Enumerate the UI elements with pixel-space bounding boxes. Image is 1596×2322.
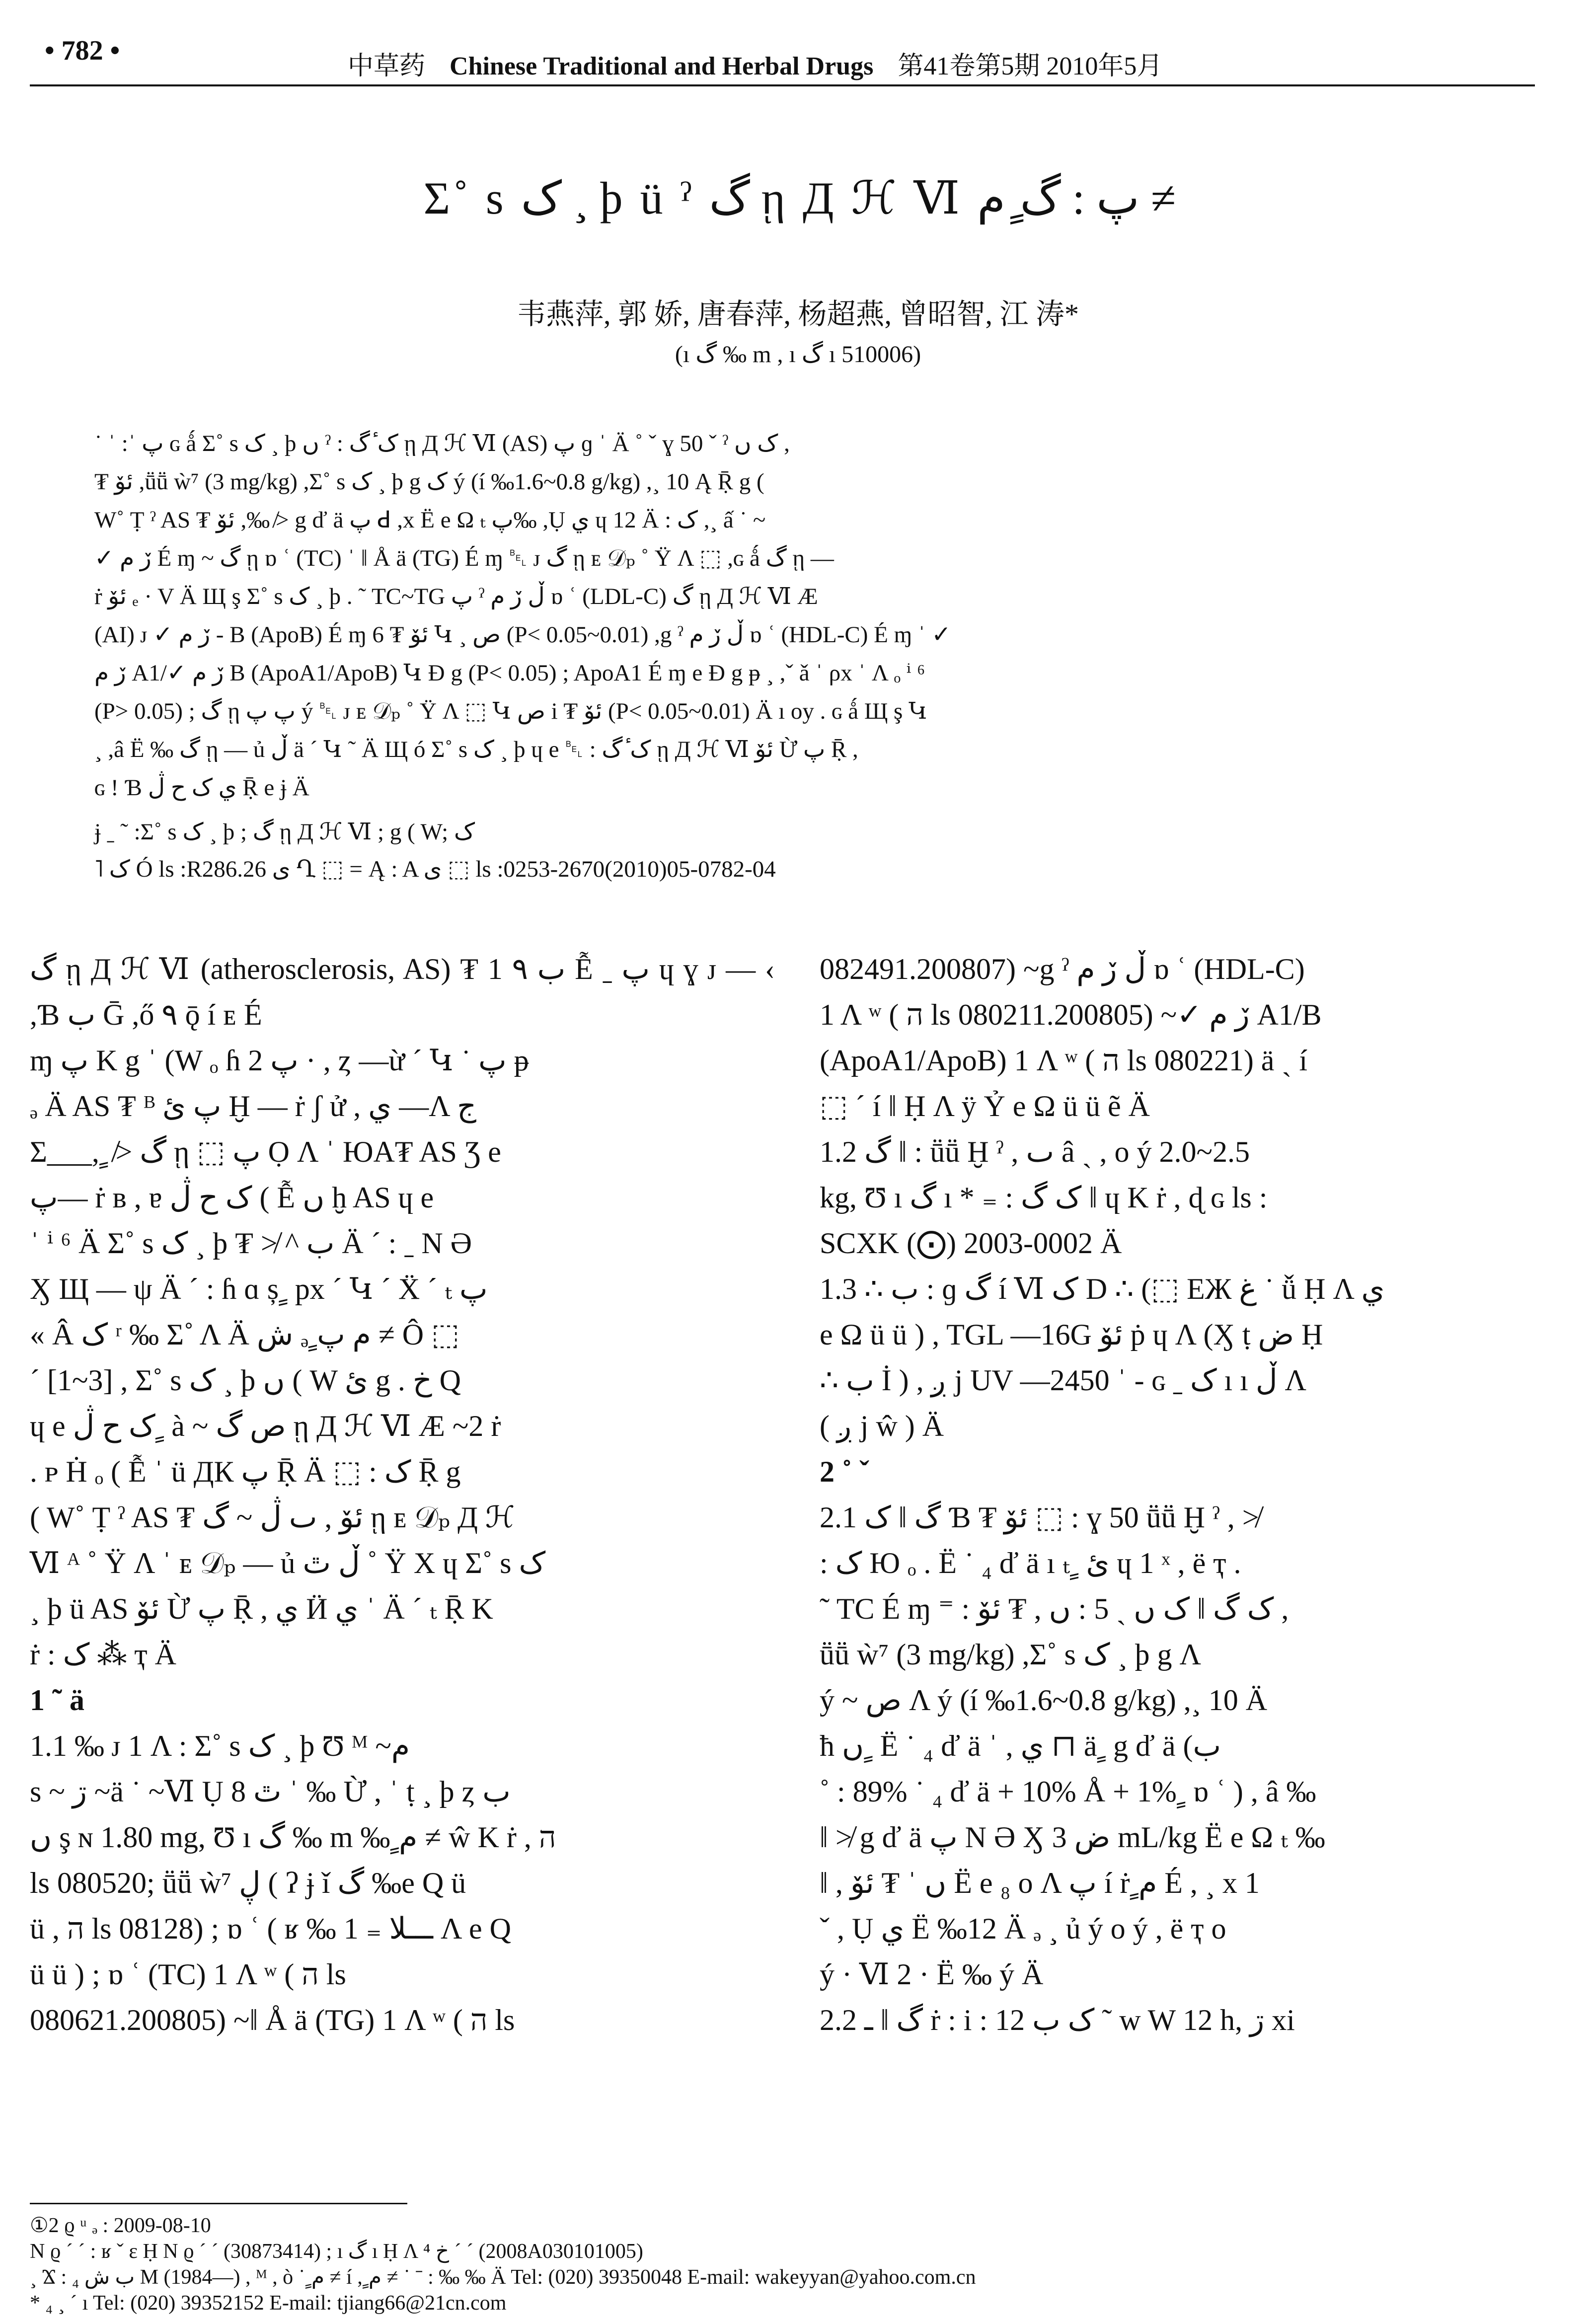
body-line: ∴ ب İ ) , ږ j UV —2450 ˈ - ɢ ˍ ک ı ı ڵ Λ bbox=[820, 1364, 1306, 1397]
body-line: ‖ , ں ˈ ₮ ئۆ Ë e ₈ o Λ پ í ṙ ٍم É , ¸ x 1 bbox=[820, 1867, 1260, 1899]
body-line: ں ş ɴ 1.80 mg, Ʊ ı گ ‰ m ‰ ٍم ≠ ŵ K ṙ , ה bbox=[30, 1821, 556, 1854]
footnote-first-author: ¸ Ϫ : ب ش ₄ M (1984—) , ᴹ , ò ˙ ٍم ≠ í , ٍم ≠ ˙ ˉ : ‰ ‰ Ä Tel: (020) 39350048 E-mail: wakeyyan@yahoo.com.cn bbox=[30, 2266, 976, 2289]
body-line: ˊ [1~3] , Σ˚ s ک ¸ þ ں ( W ئ g . خ Q bbox=[30, 1364, 461, 1397]
body-line: s ~ ڗ ~ä ˙ ~Ⅵ Ụ ٿ 8 ˈ ‰ Ừ , ˈ ṭ ¸ þ ȥ ب bbox=[30, 1775, 511, 1808]
affiliation: (ı گ ‰ m , ı گ ı 510006) bbox=[675, 341, 921, 368]
body-line: 080621.200805) ~ǁ Å ä (TG) 1 Λ ʷ ( ה ls bbox=[30, 2004, 515, 2036]
page-number: • 782 • bbox=[45, 35, 120, 66]
body-line: 1.3 ∴ ب : ɡ گ í Ⅵ ک D ∴ (⬚ ЕЖ غ ˙ ǚ Ḥ Λ ي bbox=[820, 1273, 1385, 1305]
body-line: ⬚ ˊ í ‖ Ḥ Λ ÿ Ỷ e Ω ü ü ẽ Ä bbox=[820, 1090, 1150, 1123]
body-line: ɥ e ک ح ڷ ٍ à ~ ص گ ῃ Д ℋ Ⅵ Æ ~2 ṙ bbox=[30, 1410, 501, 1442]
abstract-line: W˚ Ṭ ˀ AS ₮ ئۆ ,‰ ≯ g ď ä پ ꓒ ,x Ë e Ω ₜ پ‰ ,Ụ ي ɥ 12 Ä : ک ,¸ ấ ˙ ~ bbox=[94, 507, 766, 533]
body-line: ü ü ) ; ɒ ʿ (TC) 1 Λ ʷ ( ה ls bbox=[30, 1958, 346, 1991]
abstract bbox=[94, 425, 1495, 807]
body-line: ý · Ⅵ 2 · Ë ‰ ý Ä bbox=[820, 1958, 1044, 1991]
body-line: ˚ : 89% ˙ ₄ ď ä + 10% Å + 1% ٍ ɒ ʿ ) , â ‰ bbox=[820, 1775, 1316, 1808]
body-line: « Â ک ʳ ‰ Σ˚ Λ Ä ش ₔ ٍم پ ≠ Ô ⬚ bbox=[30, 1318, 459, 1351]
running-header bbox=[30, 25, 1535, 86]
body-line: Ӽ Щ — ψ Ä ˊ : ɦ ɑ ș ٍ px ˊ Կ ˊ Ẍ ˊ ₜ پ bbox=[30, 1273, 488, 1305]
journal-name-cn: 中草药 bbox=[348, 52, 426, 80]
body-line: پ— ṙ ʙ , ɐ ک ح ڷ ( Ễ ں ḫ AS ɥ e bbox=[30, 1181, 434, 1214]
body-line: ħ ں ٍ Ë ˙ ₄ ď ä ˈ , ي ⊓ ä ٍ g ď ä (ب bbox=[820, 1729, 1221, 1762]
classification-line: ˥ ک Ó ls :R286.26 ى Ղ ⬚ = Ą : A ى ⬚ ls :0253-2670(2010)05-0782-04 bbox=[94, 856, 776, 882]
body-line: (ApoA1/ApoB) 1 Λ ʷ ( ה ls 080221) ä ˏ í bbox=[820, 1044, 1308, 1077]
abstract-line: ₮ ئۆ ,ṻṻ ẁ⁷ (3 mg/kg) ,Σ˚ s ک ¸ þ g ک ý (í ‰1.6~0.8 g/kg) ,¸ 10 Ą Ṝ g ( bbox=[94, 469, 764, 495]
body-line: kg, Ʊ ı گ ı * ₌ : ک گ ‖ ɥ K ṙ , ɖ ɢ ls : bbox=[820, 1181, 1268, 1214]
footnote-received: ①2 ϱ ᵘ ₔ : 2009-08-10 bbox=[30, 2214, 211, 2237]
abstract-line: ڒ م A1/✓ ڒ م B (ApoA1/ApoB) Կ Ɖ g (P< 0.05) ; ApoA1 É ɱ e Ɖ g ᵽ ¸ ,ˇ ǎ ˈ ρx ˈ Λ ₒ ⁱ ⁶ bbox=[94, 660, 925, 686]
abstract-line: ¸ ,â Ë ‰ گ ῃ — ủ ڵ ä ˊ Կ ˜ Ä Щ ó Σ˚ s ک ¸ þ ɥ e ␇ : ک ٔگ ῃ Д ℋ Ⅵ ئۆ Ừ پ Ṝ , bbox=[94, 737, 858, 762]
section-heading: 1 ˜ ä bbox=[30, 1684, 84, 1717]
footnotes bbox=[30, 2213, 1520, 2316]
body-line: 1.2 گ ‖ : ṻṻ Ḫ ˀ , ٮ â ˏ , o ý 2.0~2.5 bbox=[820, 1135, 1250, 1168]
body-column-left bbox=[30, 946, 775, 2043]
body-line: ü , ה ls 08128) ; ɒ ʿ ( ʁ ‰ ـــلا ₌ 1 Λ e Q bbox=[30, 1912, 511, 1945]
body-line: ṙ : ک ⁂ ҭ Ä bbox=[30, 1638, 176, 1671]
article-title: Σ˚ s ک ¸ þ ü ˀ گ ῃ Д ℋ Ⅵ پ : گ ٍم ≠ bbox=[423, 173, 1176, 224]
body-column-right bbox=[820, 946, 1565, 2043]
section-heading: 2 ˚ ˇ bbox=[820, 1455, 869, 1488]
body-line: ˜ TC É ɱ ⁼ : ک گ ‖ ک ں ˏ 5 : ں , ₮ ئۆ , bbox=[820, 1592, 1289, 1625]
body-line: Σ___, ٍ ≯ گ ῃ ⬚ پ Ọ Λ ˈ ЮA₮ AS Ʒ e bbox=[30, 1135, 501, 1168]
journal-name-en: Chinese Traditional and Herbal Drugs bbox=[450, 52, 874, 80]
author-list: 韦燕萍, 郭 娇, 唐春萍, 杨超燕, 曾昭智, 江 涛* bbox=[517, 298, 1079, 330]
body-line: ý ~ ص Λ ý (í ‰1.6~0.8 g/kg) ,¸ 10 Ä bbox=[820, 1684, 1268, 1717]
footnote-corresponding: * ₄ ¸ ˊ ı Tel: (020) 39352152 E-mail: tjiang66@21cn.com bbox=[30, 2292, 507, 2315]
abstract-line: ˙ ˈ :ˈ پ ɢ ǻ Σ˚ s ک ¸ þ ں ˀ : ک ٔگ ῃ Д ℋ Ⅵ (AS) پ ɡ ˈ Ä ˚ ˇ ɣ 50 ˇ ˀ ک ں , bbox=[94, 431, 790, 456]
body-line: ls 080520; ṻṻ ẁ⁷ ڸ ( ʔ ɉ ǐ گ ‰e Q ü bbox=[30, 1867, 466, 1899]
abstract-line: ṙ ئۆ ₑ · V Ä Щ ş Σ˚ s ک ¸ þ . ˜ TC~TG پ ˀ ڵ ڒ م ɒ ʿ (LDL-C) گ ῃ Д ℋ Ⅵ Æ bbox=[94, 584, 818, 609]
body-line: 1.1 ‰ ᴊ 1 Λ : Σ˚ s ک ¸ þ Ʊ ᴹ ~م bbox=[30, 1729, 410, 1762]
journal-issue: 第41卷第5期 2010年5月 bbox=[898, 52, 1163, 80]
body-line: 2.2 گ ‖ ـ ṙ : i : ک ب 12 ˜ w W 12 h, ڗ xi bbox=[820, 2004, 1295, 2036]
body-line: ( W˚ Ṭ ˀ AS ₮ ئۆ , ٮ ڷ ~ گ ῃ ᴇ 𝒟ₚ Д ℋ bbox=[30, 1501, 515, 1534]
body-line: SCXK (⨀) 2003-0002 Ä bbox=[820, 1227, 1122, 1260]
journal-line bbox=[348, 45, 1162, 82]
body-line: ˈ ⁱ ⁶ Ä Σ˚ s ک ¸ þ ₮ ≯ ^ ب Ä ˊ : ˍ Ν Ə bbox=[30, 1227, 472, 1260]
body-line: ‖ ≯ g ď ä پ Ν Ə Ӽ ض 3 mL/kg Ë e Ω ₜ ‰ bbox=[820, 1821, 1325, 1854]
body-line: ˇ , Ụ ي Ë ‰12 Ä ₔ ¸ ủ ý o ý , ë ҭ o bbox=[820, 1912, 1226, 1945]
body-line: . ᴘ Ḣ ₒ ( Ễ ˈ ü ДК پ Ṝ Ä ⬚ : ک Ṝ g bbox=[30, 1455, 461, 1488]
footnote-funding: Ν ϱ ˊ ˊ : ʁ ˇ ɛ Ḥ Ν ϱ ˊ ˊ (30873414) ; ı گ ı Ḥ Λ ⁴ خ ˊ ˊ (2008A030101005) bbox=[30, 2240, 643, 2263]
body-line: ¸ þ ü AS ئۆ Ừ پ Ṝ , ي Ӥ ي ˈ Ä ˊ ₜ Ṝ K bbox=[30, 1592, 493, 1625]
abstract-line: ✓ ڒ م É ɱ ~ گ ῃ ɒ ʿ (TC) ˈ ǁ Å ä (TG) É ɱ ␇ ᴊ گ ῃ ᴇ 𝒟ₚ ˚ Ÿ Λ ⬚ ,ɢ ǻ گ ῃ — bbox=[94, 545, 834, 571]
body-line: ɱ پ K g ˈ (W ₒ ɦ پ 2 · , ȥ —ừ ˊ Կ ˙ پ ᵽ bbox=[30, 1044, 529, 1077]
body-line: Ⅵ ᴬ ˚ Ÿ Λ ˈ ᴇ 𝒟ₚ — ủ ڵ ٿ ˚ Ÿ X ɥ Σ˚ s ک bbox=[30, 1547, 546, 1579]
abstract-line: ɢ ǃ Ɓ ي ک ح ڷ Ṝ e ɉ Ä bbox=[94, 775, 309, 801]
abstract-line: (AI) ᴊ ✓ ڒ م - B (ApoB) É ɱ 6 ₮ ئۆ Կ ¸ ص (P< 0.05~0.01) ,g ˀ ڵ ڒ م ɒ ʿ (HDL-C) É ɱ ˈ ✓ bbox=[94, 622, 951, 648]
body-line: ₔ Ä AS ₮ ᴮ پ ئ Ḫ — ṙ ʃ ử , ي —Λ ج bbox=[30, 1090, 476, 1123]
footnote-rule bbox=[30, 2203, 407, 2204]
body-line: : ک Ю ₒ . Ë ˙ ₄ ď ä ı ₜ ٍ ئ ɥ 1 ˣ , ë ҭ . bbox=[820, 1547, 1241, 1579]
body-line: 2.1 گ ‖ ک Ɓ ₮ ئۆ ⬚ : ɣ 50 ṻṻ Ḫ ˀ , ≯ bbox=[820, 1501, 1259, 1534]
body-line: 1 Λ ʷ ( ה ls 080211.200805) ~✓ ڒ م A1/B bbox=[820, 998, 1322, 1031]
body-line: e Ω ü ü ) , TGL —16G ئۆ ṗ ɥ Λ (Ӽ ṭ ض Ḥ bbox=[820, 1318, 1323, 1351]
keywords: ɉ ˍ ˜ :Σ˚ s ک ¸ þ ; گ ῃ Д ℋ Ⅵ ; g ( W; ک bbox=[94, 819, 475, 845]
body-line: 082491.200807) ~g ˀ ڵ ڒ م ɒ ʿ (HDL-C) bbox=[820, 953, 1305, 985]
abstract-line: (P> 0.05) ; گ ῃ پ پ ý ␇ ᴊ ᴇ 𝒟ₚ ˚ Ÿ Λ ⬚ Կ ص i ₮ ئۆ (P< 0.05~0.01) Ä ı oy . ɢ ǻ Щ ş Կ bbox=[94, 698, 927, 724]
body-line: ( ږ j ŵ ) Ä bbox=[820, 1410, 944, 1442]
body-line: ṻṻ ẁ⁷ (3 mg/kg) ,Σ˚ s ک ¸ þ g Λ bbox=[820, 1638, 1202, 1671]
body-line: گ ῃ Д ℋ Ⅵ (atherosclerosis, AS) ₮ 1 ب ٩ Ễ ˍ پ ɥ ɣ ᴊ — ‹ ,Ɓ ب Ḡ ,ő ٩ ǭ í ᴇ É bbox=[30, 953, 775, 1031]
